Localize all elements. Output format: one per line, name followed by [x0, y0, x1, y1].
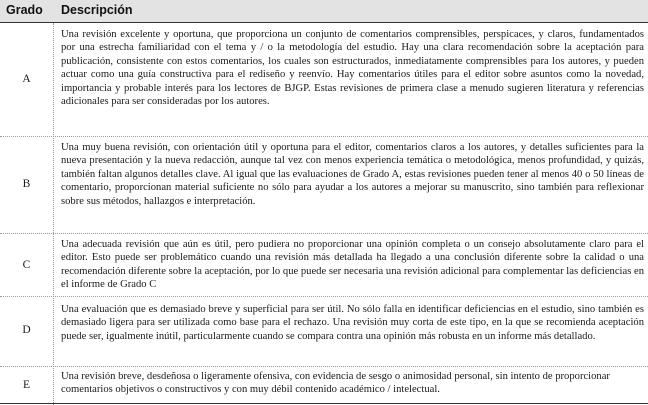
description-cell-c: Una adecuada revisión que aún es útil, pero pudiera no proporcionar una opinión completa o un consejo absolutamente claro para el editor. Esto puede ser problemático cuando una revisión más detallada ha llegado a una conclusión diferente sobre la calidad o una recomendación diferente sobre la aceptación, por lo que puede ser necesaria una revisión adicional para complementar las deficiencias en el informe de Grado C: [61, 239, 644, 291]
grade-cell-a: A: [22, 73, 31, 85]
grade-cell-d: D: [22, 324, 31, 336]
table-row-b: [0, 137, 648, 234]
table-header: [0, 0, 648, 23]
description-cell-d: Una evaluación que es demasiado breve y superficial para ser útil. No sólo falla en identificar deficiencias en el estudio, sino también es demasiado ligera para ser utilizada como base para el rechazo. Una revisión muy corta de este tipo, en la que se recomienda aceptación puede ser, igualmente inútil, particularmente cuando se compara contra una opinión más robusta en un informe más detallado.: [61, 304, 644, 342]
table-row-e: [0, 367, 648, 404]
description-cell-b: Una muy buena revisión, con orientación útil y oportuna para el editor, comentarios claros a los autores, y detalles suficientes para la nueva presentación y la nueva redacción, aunque tal vez con menos experiencia temática o metodológica, menos profundidad, y quizás, también faltan algunos detalles clave. Al igual que las evaluaciones de Grado A, estas revisiones pueden tener al menos 40 o 50 líneas de comentario, proporcionan material suficiente no sólo para ayudar a los autores a mejorar su manuscrito, sino también para reflexionar sobre sus métodos, hallazgos e interpretación.: [61, 142, 644, 207]
header-grade: Grado: [6, 3, 43, 17]
description-cell-a: Una revisión excelente y oportuna, que proporciona un conjunto de comentarios comprensibles, perspicaces, y claros, fundamentados por una estrecha familiaridad con el tema y / o la metodología del estudio. Hay una clara recomendación sobre la aceptación para publicación, consistente con estos comentarios, los cuales son estructurados, inmediatamente comprensibles para los autores, y pueden actuar como una guía constructiva para el rediseño y reenvío. Hay comentarios útiles para el editor sobre asuntos como la novedad, importancia y probable interés para los lectores de BJGP. Estas revisiones de primera clase a menudo sugieren literatura y referencias adicionales para ser consideradas por los autores.: [61, 29, 644, 108]
description-cell-e: Una revisión breve, desdeñosa o ligeramente ofensiva, con evidencia de sesgo o animosidad personal, sin intento de proporcionar comentarios objetivos o constructivos y con muy débil contenido académico / intelectual.: [61, 371, 610, 396]
grade-cell-e: E: [22, 379, 31, 391]
table-row-c: [0, 234, 648, 297]
table-row-d: [0, 297, 648, 367]
grade-cell-b: B: [22, 178, 31, 190]
table-row-a: [0, 23, 648, 137]
header-description: Descripción: [61, 3, 133, 17]
grade-cell-c: C: [22, 259, 31, 271]
